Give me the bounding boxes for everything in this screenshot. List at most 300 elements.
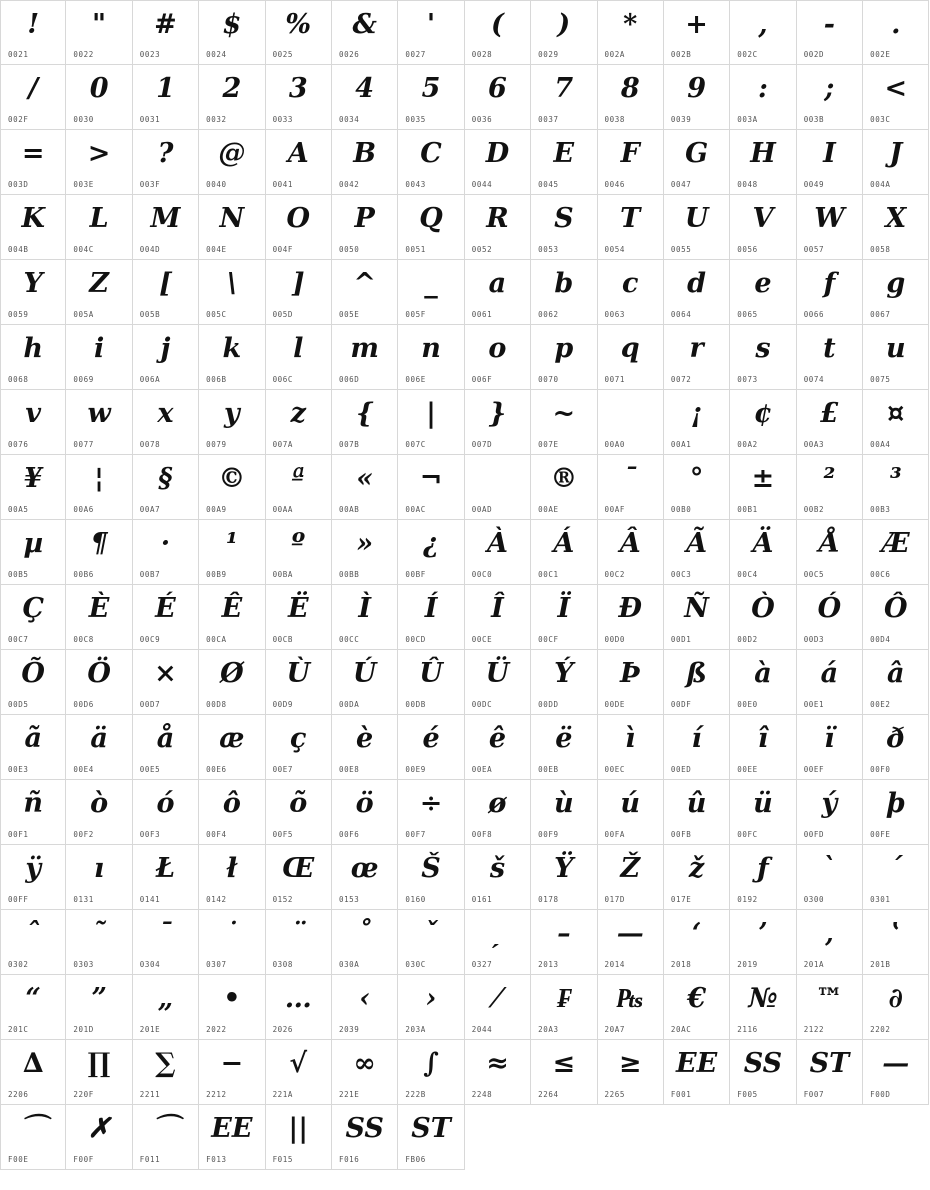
glyph-cell[interactable] — [266, 65, 332, 130]
glyph-cell[interactable] — [0, 845, 66, 910]
glyph-cell[interactable] — [531, 845, 597, 910]
glyph-character: ST — [411, 1113, 451, 1144]
glyph-cell[interactable] — [531, 455, 597, 520]
glyph-cell[interactable] — [465, 195, 531, 260]
glyph-codepoint: 00FA — [604, 830, 625, 839]
glyph-codepoint: 00B1 — [737, 505, 758, 514]
glyph-cell[interactable] — [133, 0, 199, 65]
glyph-character: ù — [554, 788, 574, 819]
glyph-cell[interactable] — [0, 0, 66, 65]
glyph-cell[interactable] — [398, 1040, 464, 1105]
glyph-cell[interactable] — [199, 325, 265, 390]
glyph-cell[interactable] — [465, 455, 531, 520]
glyph-cell[interactable] — [266, 390, 332, 455]
glyph-cell[interactable] — [465, 65, 531, 130]
glyph-character: r — [689, 333, 704, 364]
glyph-cell[interactable] — [133, 325, 199, 390]
glyph-codepoint: 005C — [206, 310, 227, 319]
glyph-cell[interactable] — [0, 520, 66, 585]
glyph-cell[interactable] — [664, 455, 730, 520]
glyph-cell[interactable] — [465, 650, 531, 715]
glyph-cell[interactable] — [531, 975, 597, 1040]
glyph-cell[interactable] — [797, 715, 863, 780]
glyph-cell[interactable] — [0, 585, 66, 650]
glyph-cell[interactable] — [266, 585, 332, 650]
glyph-cell[interactable] — [730, 715, 796, 780]
glyph-cell[interactable] — [66, 65, 132, 130]
glyph-cell[interactable] — [730, 845, 796, 910]
glyph-cell[interactable] — [730, 910, 796, 975]
glyph-cell[interactable] — [199, 455, 265, 520]
glyph-cell[interactable] — [730, 325, 796, 390]
glyph-cell[interactable] — [199, 845, 265, 910]
glyph-cell[interactable] — [398, 325, 464, 390]
glyph-cell[interactable] — [398, 715, 464, 780]
glyph-cell[interactable] — [266, 975, 332, 1040]
glyph-cell[interactable] — [531, 195, 597, 260]
glyph-cell[interactable] — [133, 390, 199, 455]
glyph-cell[interactable] — [398, 130, 464, 195]
glyph-cell[interactable] — [863, 455, 929, 520]
glyph-cell[interactable] — [332, 1105, 398, 1170]
glyph-cell[interactable] — [598, 260, 664, 325]
glyph-codepoint: 00C9 — [139, 635, 161, 644]
glyph-codepoint: 006A — [139, 375, 161, 384]
glyph-cell[interactable] — [332, 715, 398, 780]
glyph-cell[interactable] — [199, 585, 265, 650]
glyph-cell[interactable] — [531, 390, 597, 455]
glyph-cell[interactable] — [797, 845, 863, 910]
glyph-cell[interactable] — [66, 325, 132, 390]
glyph-cell[interactable] — [0, 260, 66, 325]
glyph-codepoint: 006D — [338, 375, 360, 384]
glyph-cell[interactable] — [664, 585, 730, 650]
glyph-codepoint: 00E2 — [870, 700, 891, 709]
glyph-codepoint: 00CA — [206, 635, 227, 644]
glyph-cell[interactable] — [398, 455, 464, 520]
glyph-cell[interactable] — [66, 650, 132, 715]
glyph-character: ° — [689, 463, 704, 494]
glyph-cell[interactable] — [797, 1040, 863, 1105]
glyph-cell[interactable] — [0, 780, 66, 845]
glyph-character: ¿ — [423, 528, 439, 559]
glyph-cell[interactable] — [730, 195, 796, 260]
glyph-cell[interactable] — [0, 650, 66, 715]
glyph-cell[interactable] — [465, 780, 531, 845]
glyph-character: å — [156, 723, 175, 754]
glyph-cell[interactable] — [598, 780, 664, 845]
glyph-cell[interactable] — [332, 975, 398, 1040]
glyph-cell[interactable] — [797, 195, 863, 260]
glyph-codepoint: F00F — [73, 1155, 94, 1164]
glyph-cell[interactable] — [133, 715, 199, 780]
glyph-cell[interactable] — [66, 1040, 132, 1105]
glyph-cell[interactable] — [863, 195, 929, 260]
glyph-cell[interactable] — [797, 130, 863, 195]
glyph-cell[interactable] — [332, 0, 398, 65]
glyph-cell[interactable] — [133, 1105, 199, 1170]
glyph-cell[interactable] — [664, 780, 730, 845]
glyph-character: ' — [426, 9, 436, 40]
glyph-codepoint: 00B6 — [73, 570, 94, 579]
glyph-cell[interactable] — [332, 650, 398, 715]
glyph-cell[interactable] — [598, 130, 664, 195]
glyph-character: Š — [421, 853, 441, 884]
glyph-cell[interactable] — [398, 65, 464, 130]
glyph-cell[interactable] — [730, 780, 796, 845]
glyph-cell[interactable] — [199, 0, 265, 65]
glyph-cell[interactable] — [730, 260, 796, 325]
glyph-cell[interactable] — [398, 260, 464, 325]
glyph-codepoint: 0046 — [604, 180, 625, 189]
glyph-cell[interactable] — [863, 65, 929, 130]
glyph-cell[interactable] — [133, 585, 199, 650]
glyph-cell[interactable] — [730, 520, 796, 585]
glyph-cell[interactable] — [0, 325, 66, 390]
glyph-cell[interactable] — [199, 65, 265, 130]
glyph-cell[interactable] — [531, 715, 597, 780]
glyph-cell[interactable] — [398, 975, 464, 1040]
glyph-cell[interactable] — [598, 1040, 664, 1105]
glyph-cell[interactable] — [398, 0, 464, 65]
glyph-cell[interactable] — [863, 390, 929, 455]
glyph-cell[interactable] — [0, 910, 66, 975]
glyph-cell[interactable] — [598, 390, 664, 455]
glyph-cell[interactable] — [664, 325, 730, 390]
glyph-cell[interactable] — [863, 585, 929, 650]
glyph-cell[interactable] — [199, 780, 265, 845]
glyph-cell[interactable] — [598, 455, 664, 520]
glyph-cell[interactable] — [266, 650, 332, 715]
glyph-cell[interactable] — [199, 1105, 265, 1170]
glyph-cell[interactable] — [863, 975, 929, 1040]
glyph-cell[interactable] — [531, 325, 597, 390]
glyph-cell[interactable] — [863, 130, 929, 195]
glyph-codepoint: 0160 — [405, 895, 426, 904]
glyph-cell[interactable] — [863, 520, 929, 585]
glyph-cell[interactable] — [664, 845, 730, 910]
glyph-cell[interactable] — [332, 1040, 398, 1105]
glyph-cell[interactable] — [66, 260, 132, 325]
glyph-codepoint: 0042 — [338, 180, 360, 189]
glyph-cell[interactable] — [66, 910, 132, 975]
glyph-cell[interactable] — [133, 780, 199, 845]
glyph-character: W — [814, 203, 845, 234]
glyph-character: Ý — [554, 658, 574, 689]
glyph-cell[interactable] — [66, 975, 132, 1040]
glyph-codepoint: 004E — [206, 245, 227, 254]
glyph-character: B — [353, 138, 377, 169]
glyph-cell[interactable] — [199, 910, 265, 975]
glyph-cell[interactable] — [332, 65, 398, 130]
glyph-cell[interactable] — [332, 195, 398, 260]
glyph-cell[interactable] — [0, 1105, 66, 1170]
glyph-cell[interactable] — [531, 910, 597, 975]
glyph-character: ₣ — [557, 983, 571, 1014]
glyph-cell[interactable] — [66, 455, 132, 520]
glyph-cell[interactable] — [398, 650, 464, 715]
glyph-cell[interactable] — [266, 1040, 332, 1105]
glyph-cell[interactable] — [465, 390, 531, 455]
glyph-codepoint: 2044 — [471, 1025, 493, 1034]
glyph-cell[interactable] — [398, 1105, 464, 1170]
glyph-cell[interactable] — [598, 195, 664, 260]
glyph-cell[interactable] — [66, 585, 132, 650]
glyph-cell[interactable] — [863, 650, 929, 715]
glyph-cell[interactable] — [598, 65, 664, 130]
glyph-cell[interactable] — [199, 715, 265, 780]
glyph-cell[interactable] — [797, 780, 863, 845]
glyph-cell[interactable] — [266, 715, 332, 780]
glyph-cell[interactable] — [398, 910, 464, 975]
glyph-cell[interactable] — [797, 520, 863, 585]
glyph-cell[interactable] — [531, 65, 597, 130]
glyph-cell[interactable] — [664, 195, 730, 260]
glyph-cell[interactable] — [664, 910, 730, 975]
glyph-cell[interactable] — [66, 780, 132, 845]
glyph-codepoint: 00FF — [8, 895, 29, 904]
glyph-cell[interactable] — [465, 910, 531, 975]
glyph-cell[interactable] — [465, 130, 531, 195]
glyph-cell[interactable] — [863, 845, 929, 910]
glyph-character: c — [621, 268, 639, 299]
glyph-cell[interactable] — [332, 585, 398, 650]
glyph-cell[interactable] — [66, 520, 132, 585]
glyph-cell[interactable] — [797, 260, 863, 325]
glyph-cell[interactable] — [266, 910, 332, 975]
glyph-cell[interactable] — [133, 195, 199, 260]
glyph-cell[interactable] — [266, 130, 332, 195]
glyph-cell[interactable] — [0, 195, 66, 260]
glyph-cell[interactable] — [797, 455, 863, 520]
glyph-cell[interactable] — [398, 845, 464, 910]
glyph-cell[interactable] — [133, 455, 199, 520]
glyph-codepoint: 2018 — [670, 960, 692, 969]
glyph-cell[interactable] — [332, 780, 398, 845]
glyph-cell[interactable] — [730, 650, 796, 715]
glyph-cell[interactable] — [199, 1040, 265, 1105]
glyph-cell[interactable] — [133, 520, 199, 585]
glyph-cell[interactable] — [730, 455, 796, 520]
glyph-codepoint: 00E0 — [737, 700, 758, 709]
glyph-cell[interactable] — [598, 845, 664, 910]
glyph-cell[interactable] — [465, 845, 531, 910]
glyph-character: ( — [491, 9, 504, 40]
glyph-cell[interactable] — [66, 1105, 132, 1170]
glyph-cell[interactable] — [332, 130, 398, 195]
glyph-cell[interactable] — [266, 1105, 332, 1170]
glyph-cell[interactable] — [863, 780, 929, 845]
glyph-cell[interactable] — [199, 520, 265, 585]
glyph-cell[interactable] — [863, 1040, 929, 1105]
glyph-cell[interactable] — [266, 455, 332, 520]
glyph-character: Á — [553, 528, 575, 559]
glyph-cell[interactable] — [133, 130, 199, 195]
glyph-cell[interactable] — [664, 520, 730, 585]
glyph-codepoint: 004B — [8, 245, 29, 254]
glyph-cell[interactable] — [863, 260, 929, 325]
glyph-codepoint: 00AF — [604, 505, 625, 514]
glyph-character: [ — [159, 268, 172, 299]
glyph-cell[interactable] — [465, 585, 531, 650]
glyph-cell[interactable] — [332, 910, 398, 975]
glyph-cell[interactable] — [465, 520, 531, 585]
glyph-character: á — [820, 658, 839, 689]
glyph-cell[interactable] — [133, 910, 199, 975]
glyph-codepoint: 00F5 — [272, 830, 294, 839]
glyph-cell[interactable] — [664, 975, 730, 1040]
glyph-character: e — [754, 268, 772, 299]
glyph-cell[interactable] — [332, 325, 398, 390]
glyph-character: Ñ — [684, 593, 709, 624]
glyph-cell[interactable] — [730, 975, 796, 1040]
glyph-cell[interactable] — [598, 520, 664, 585]
glyph-cell[interactable] — [66, 130, 132, 195]
glyph-cell[interactable] — [863, 0, 929, 65]
glyph-codepoint: 00D5 — [8, 700, 29, 709]
glyph-cell[interactable] — [465, 0, 531, 65]
glyph-cell[interactable] — [797, 650, 863, 715]
glyph-codepoint: 00DE — [604, 700, 625, 709]
glyph-cell[interactable] — [133, 975, 199, 1040]
glyph-cell[interactable] — [465, 325, 531, 390]
glyph-cell[interactable] — [730, 585, 796, 650]
glyph-cell[interactable] — [598, 650, 664, 715]
glyph-cell[interactable] — [531, 585, 597, 650]
glyph-cell[interactable] — [133, 650, 199, 715]
glyph-cell[interactable] — [465, 715, 531, 780]
glyph-cell[interactable] — [598, 715, 664, 780]
glyph-cell[interactable] — [332, 455, 398, 520]
glyph-cell[interactable] — [66, 195, 132, 260]
glyph-cell[interactable] — [598, 0, 664, 65]
glyph-cell[interactable] — [0, 1040, 66, 1105]
glyph-cell[interactable] — [398, 780, 464, 845]
glyph-cell[interactable] — [797, 65, 863, 130]
glyph-cell[interactable] — [531, 780, 597, 845]
glyph-cell[interactable] — [730, 0, 796, 65]
glyph-cell[interactable] — [133, 260, 199, 325]
glyph-cell[interactable] — [133, 845, 199, 910]
glyph-cell[interactable] — [398, 195, 464, 260]
glyph-character: ² — [823, 463, 836, 494]
glyph-cell[interactable] — [863, 715, 929, 780]
glyph-character: ~ — [552, 398, 576, 429]
glyph-cell[interactable] — [797, 390, 863, 455]
glyph-cell[interactable] — [266, 780, 332, 845]
glyph-cell[interactable] — [598, 910, 664, 975]
glyph-cell[interactable] — [332, 260, 398, 325]
glyph-cell[interactable] — [66, 845, 132, 910]
glyph-codepoint: 00EB — [538, 765, 559, 774]
glyph-character: ¢ — [753, 398, 773, 429]
glyph-cell[interactable] — [199, 195, 265, 260]
glyph-cell[interactable] — [66, 715, 132, 780]
glyph-character: & — [352, 9, 377, 40]
glyph-cell[interactable] — [199, 390, 265, 455]
glyph-cell[interactable] — [531, 1040, 597, 1105]
glyph-character: _ — [424, 268, 438, 299]
glyph-cell[interactable] — [664, 0, 730, 65]
glyph-cell[interactable] — [199, 975, 265, 1040]
glyph-cell[interactable] — [465, 975, 531, 1040]
glyph-cell[interactable] — [531, 0, 597, 65]
glyph-cell[interactable] — [664, 65, 730, 130]
glyph-character: Ó — [817, 593, 842, 624]
glyph-cell[interactable] — [266, 845, 332, 910]
glyph-cell[interactable] — [730, 1040, 796, 1105]
glyph-cell[interactable] — [332, 520, 398, 585]
glyph-cell[interactable] — [266, 0, 332, 65]
glyph-cell[interactable] — [531, 260, 597, 325]
glyph-cell[interactable] — [0, 715, 66, 780]
glyph-cell[interactable] — [664, 650, 730, 715]
glyph-cell[interactable] — [0, 65, 66, 130]
glyph-cell[interactable] — [465, 260, 531, 325]
glyph-cell[interactable] — [199, 650, 265, 715]
glyph-cell[interactable] — [664, 1040, 730, 1105]
glyph-cell[interactable] — [66, 390, 132, 455]
glyph-cell[interactable] — [797, 975, 863, 1040]
glyph-character: š — [489, 853, 506, 884]
glyph-cell[interactable] — [398, 520, 464, 585]
glyph-cell[interactable] — [398, 390, 464, 455]
glyph-cell[interactable] — [531, 650, 597, 715]
glyph-cell[interactable] — [332, 845, 398, 910]
glyph-cell[interactable] — [797, 910, 863, 975]
glyph-cell[interactable] — [199, 130, 265, 195]
glyph-cell[interactable] — [797, 0, 863, 65]
glyph-cell[interactable] — [598, 975, 664, 1040]
glyph-cell[interactable] — [465, 1040, 531, 1105]
glyph-cell[interactable] — [266, 195, 332, 260]
glyph-cell[interactable] — [0, 455, 66, 520]
glyph-cell[interactable] — [797, 325, 863, 390]
glyph-cell[interactable] — [531, 520, 597, 585]
glyph-cell[interactable] — [664, 715, 730, 780]
glyph-cell[interactable] — [266, 260, 332, 325]
glyph-cell[interactable] — [664, 390, 730, 455]
glyph-character: ł — [226, 853, 238, 884]
glyph-cell[interactable] — [332, 390, 398, 455]
glyph-cell[interactable] — [531, 130, 597, 195]
glyph-cell[interactable] — [598, 325, 664, 390]
glyph-cell[interactable] — [730, 65, 796, 130]
glyph-cell[interactable] — [797, 585, 863, 650]
glyph-cell[interactable] — [598, 585, 664, 650]
glyph-cell[interactable] — [0, 975, 66, 1040]
glyph-cell[interactable] — [199, 260, 265, 325]
glyph-cell[interactable] — [133, 65, 199, 130]
glyph-cell[interactable] — [133, 1040, 199, 1105]
glyph-cell[interactable] — [730, 130, 796, 195]
glyph-cell[interactable] — [398, 585, 464, 650]
glyph-cell[interactable] — [730, 390, 796, 455]
glyph-cell[interactable] — [266, 520, 332, 585]
glyph-codepoint: 007D — [471, 440, 493, 449]
glyph-cell[interactable] — [0, 130, 66, 195]
glyph-cell[interactable] — [66, 0, 132, 65]
glyph-codepoint: 007C — [405, 440, 426, 449]
glyph-cell[interactable] — [664, 130, 730, 195]
glyph-cell[interactable] — [863, 910, 929, 975]
glyph-cell[interactable] — [664, 260, 730, 325]
glyph-cell[interactable] — [266, 325, 332, 390]
glyph-cell[interactable] — [863, 325, 929, 390]
glyph-codepoint: 00DD — [538, 700, 559, 709]
glyph-character: — — [882, 1048, 910, 1079]
glyph-cell[interactable] — [0, 390, 66, 455]
